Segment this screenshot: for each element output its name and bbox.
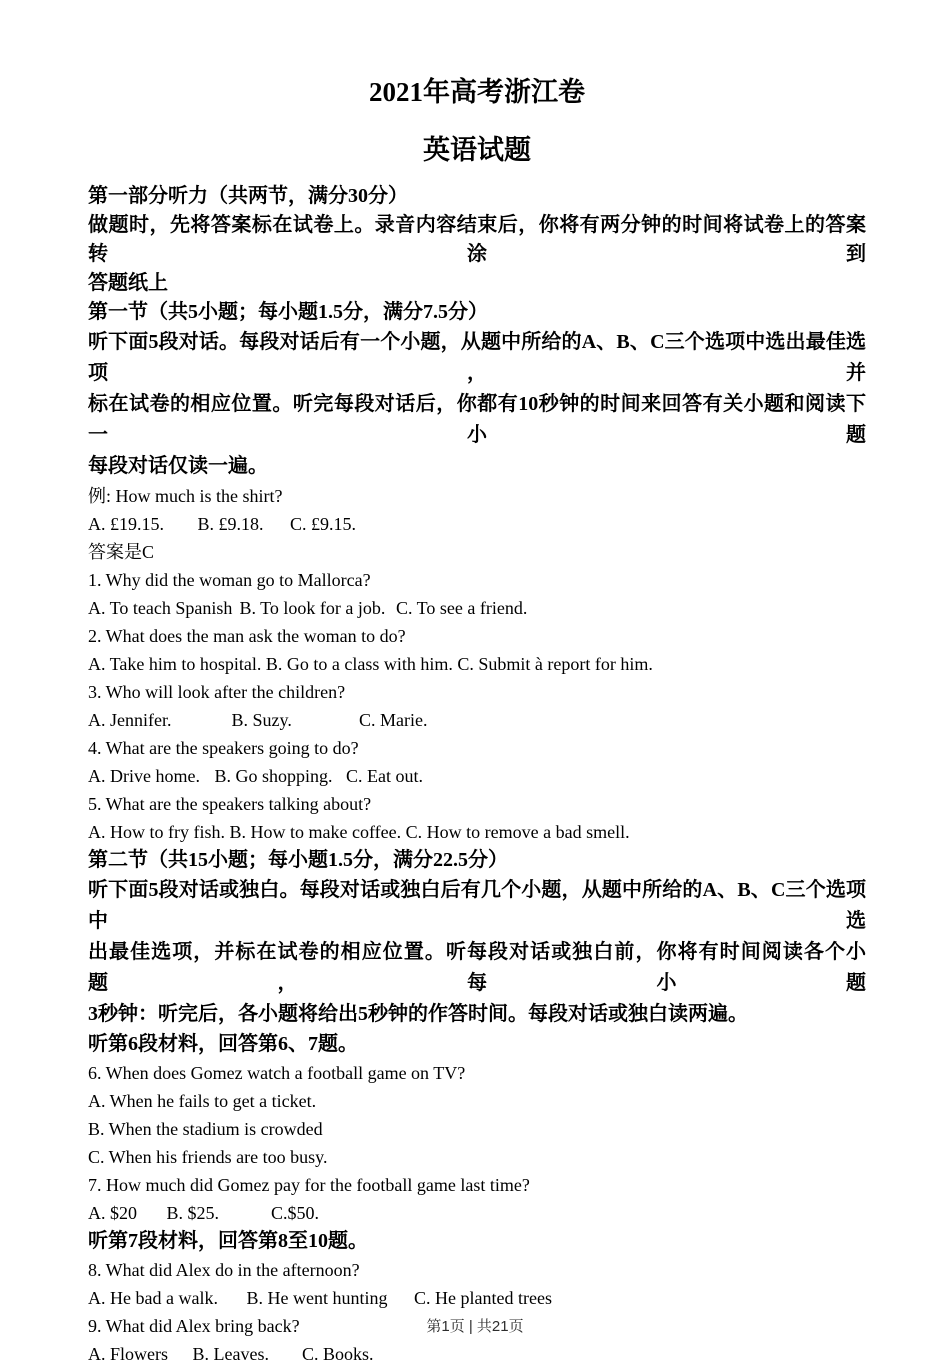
question-8-option-a: A. He bad a walk.: [88, 1288, 218, 1308]
question-5-option-c: C. How to remove a bad smell.: [405, 822, 630, 842]
section2-instruction-line-3: 3秒钟：听完后，各小题将给出5秒钟的作答时间。每段对话或独白读两遍。: [88, 1003, 748, 1025]
material6-heading: 听第6段材料，回答第6、7题。: [88, 1033, 358, 1055]
question-1-option-c: C. To see a friend.: [396, 598, 528, 618]
section1-instruction-line-3: 每段对话仅读一遍。: [88, 455, 268, 477]
section1-instruction-line-1: 听下面5段对话。每段对话后有一个小题，从题中所给的A、B、C三个选项中选出最佳选项，并: [88, 331, 866, 384]
example-option-a: A. £19.15.: [88, 514, 164, 534]
section2-instruction-line-2: 出最佳选项，并标在试卷的相应位置。听每段对话或独白前，你将有时间阅读各个小题，每小题: [88, 941, 866, 994]
question-6-option-b: B. When the stadium is crowded: [88, 1119, 323, 1139]
question-9-text: 9. What did Alex bring back?: [88, 1316, 300, 1336]
question-1-option-a: A. To teach Spanish: [88, 598, 233, 618]
question-8-option-b: B. He went hunting: [246, 1288, 388, 1308]
question-7-option-a: A. $20: [88, 1203, 137, 1223]
doc-subtitle: 英语试题: [423, 135, 531, 165]
question-3-text: 3. Who will look after the children?: [88, 682, 346, 702]
question-4-option-a: A. Drive home.: [88, 766, 200, 786]
example-option-c: C. £9.15.: [290, 514, 357, 534]
question-9-option-b: B. Leaves.: [192, 1344, 269, 1364]
question-3-option-c: C. Marie.: [359, 710, 428, 730]
question-1-text: 1. Why did the woman go to Mallorca?: [88, 570, 371, 590]
question-9-options: [88, 1340, 866, 1368]
example-option-b: B. £9.18.: [197, 514, 264, 534]
footer-page-indicator: 第1页 | 共21页: [426, 1318, 524, 1335]
question-3-options: [88, 706, 866, 734]
example-question: 例: How much is the shirt?: [88, 486, 283, 506]
question-3-option-a: A. Jennifer.: [88, 710, 172, 730]
question-5-text: 5. What are the speakers talking about?: [88, 794, 372, 814]
question-8-options: [88, 1284, 866, 1312]
question-7-options: [88, 1199, 866, 1227]
question-8-option-c: C. He planted trees: [414, 1288, 552, 1308]
question-1-options: [88, 594, 866, 622]
part1-heading: 第一部分听力（共两节，满分30分）: [88, 185, 408, 207]
question-5-option-b: B. How to make coffee.: [229, 822, 402, 842]
question-9-option-c: C. Books.: [302, 1344, 374, 1364]
question-5-option-a: A. How to fry fish.: [88, 822, 225, 842]
exam-page: [88, 0, 866, 1368]
question-2-text: 2. What does the man ask the woman to do?: [88, 626, 406, 646]
question-7-option-c: C.$50.: [271, 1203, 320, 1223]
example-answer: 答案是C: [88, 542, 155, 562]
question-7-text: 7. How much did Gomez pay for the football game last time?: [88, 1175, 530, 1195]
question-4-option-c: C. Eat out.: [346, 766, 423, 786]
material7-heading: 听第7段材料，回答第8至10题。: [88, 1230, 368, 1252]
part1-note-line-2: 答题纸上: [88, 272, 168, 294]
question-2-option-b: B. Go to a class with him.: [265, 654, 453, 674]
question-6-option-c: C. When his friends are too busy.: [88, 1147, 328, 1167]
doc-title: 2021年高考浙江卷: [369, 77, 585, 107]
question-2-options: [88, 650, 866, 678]
question-9-option-a: A. Flowers: [88, 1344, 168, 1364]
example-options: [88, 510, 866, 538]
section2-heading: 第二节（共15小题；每小题1.5分，满分22.5分）: [88, 849, 508, 871]
question-1-option-b: B. To look for a job.: [239, 598, 386, 618]
question-8-text: 8. What did Alex do in the afternoon?: [88, 1260, 360, 1280]
question-4-options: [88, 762, 866, 790]
question-7-option-b: B. $25.: [166, 1203, 220, 1223]
question-2-option-a: A. Take him to hospital.: [88, 654, 262, 674]
question-2-option-c: C. Submit à report for him.: [457, 654, 653, 674]
question-5-options: [88, 818, 866, 846]
question-4-option-b: B. Go shopping.: [214, 766, 333, 786]
question-3-option-b: B. Suzy.: [231, 710, 292, 730]
part1-note-line-1: 做题时，先将答案标在试卷上。录音内容结束后，你将有两分钟的时间将试卷上的答案转涂到: [88, 214, 866, 265]
question-6-option-a: A. When he fails to get a ticket.: [88, 1091, 317, 1111]
section2-instruction-line-1: 听下面5段对话或独白。每段对话或独白后有几个小题，从题中所给的A、B、C三个选项中选: [88, 879, 866, 932]
question-6-text: 6. When does Gomez watch a football game on TV?: [88, 1063, 466, 1083]
question-4-text: 4. What are the speakers going to do?: [88, 738, 359, 758]
section1-instruction-line-2: 标在试卷的相应位置。听完每段对话后，你都有10秒钟的时间来回答有关小题和阅读下一小题: [88, 393, 866, 446]
section1-heading: 第一节（共5小题；每小题1.5分，满分7.5分）: [88, 301, 488, 323]
